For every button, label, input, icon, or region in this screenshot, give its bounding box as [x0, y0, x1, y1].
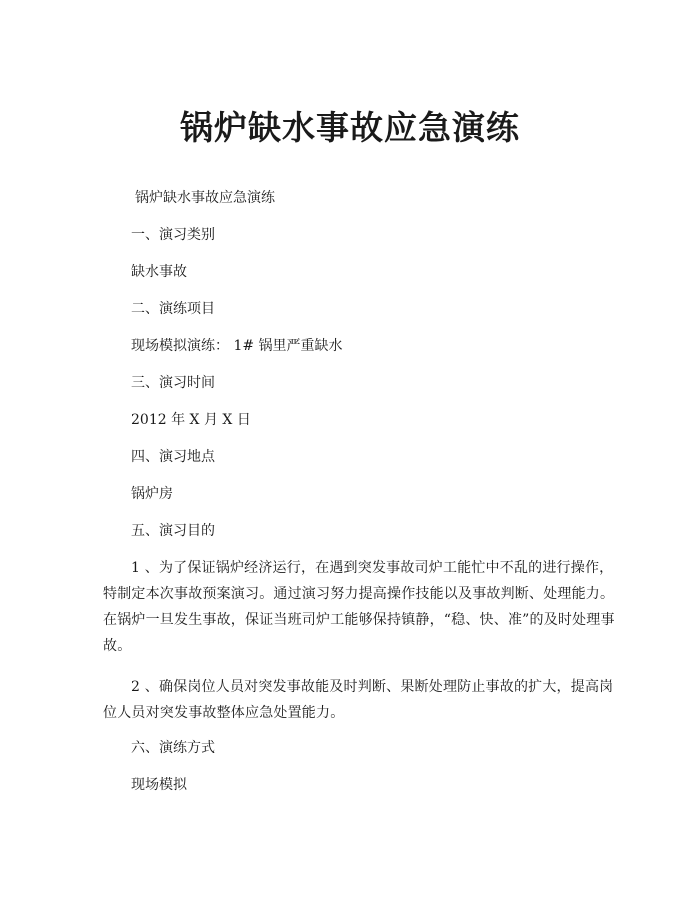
section-heading-time: 三、演习时间 [131, 375, 215, 391]
purpose-item-1-line-1: 1 、为了保证锅炉经济运行，在遇到突发事故司炉工能忙中不乱的进行操作， [131, 560, 614, 576]
section-body-time: 2012 年 X 月 X 日 [131, 412, 251, 428]
purpose-item-1 [103, 555, 615, 659]
purpose-item-1-line-4: 故。 [103, 638, 132, 654]
section-body-location: 锅炉房 [131, 486, 173, 502]
document-title: 锅炉缺水事故应急演练 [180, 108, 520, 147]
section-body-category: 缺水事故 [131, 264, 187, 280]
section-body-method: 现场模拟 [131, 777, 187, 793]
purpose-item-1-line-2: 特制定本次事故预案演习。通过演习努力提高操作技能以及事故判断、处理能力。 [103, 586, 615, 602]
section-heading-category: 一、演习类别 [131, 227, 215, 243]
section-heading-purpose: 五、演习目的 [131, 523, 215, 539]
section-heading-project: 二、演练项目 [131, 301, 215, 317]
purpose-item-2-line-1: 2 、确保岗位人员对突发事故能及时判断、果断处理防止事故的扩大，提高岗 [131, 679, 614, 695]
section-body-project: 现场模拟演练： 1# 锅里严重缺水 [131, 338, 343, 354]
purpose-item-2-line-2: 位人员对突发事故整体应急处置能力。 [103, 705, 345, 721]
section-heading-location: 四、演习地点 [131, 449, 215, 465]
purpose-item-2 [103, 674, 614, 726]
document-subtitle: 锅炉缺水事故应急演练 [135, 190, 275, 206]
purpose-item-1-line-3: 在锅炉一旦发生事故，保证当班司炉工能够保持镇静，“稳、快、准”的及时处理事 [103, 612, 615, 628]
section-heading-method: 六、演练方式 [131, 740, 215, 756]
